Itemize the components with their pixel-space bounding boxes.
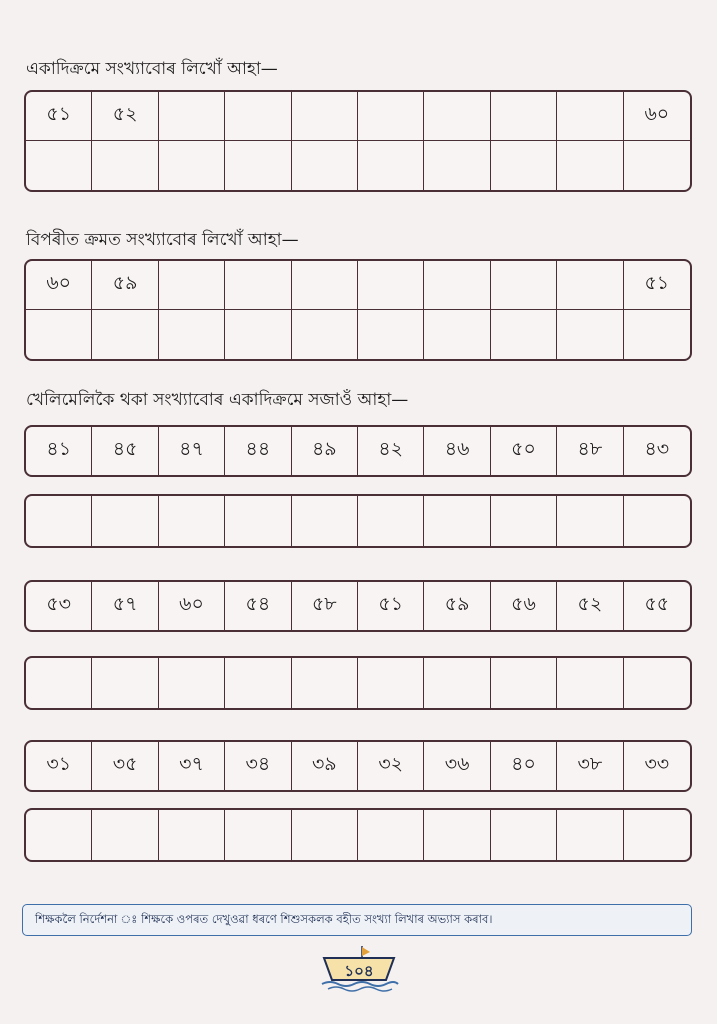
blank-cell [424, 496, 490, 546]
blank-cell [292, 658, 358, 708]
number-cell: ৬০ [26, 261, 92, 310]
number-cell: ৫৪ [225, 582, 291, 630]
blank-cell [92, 496, 158, 546]
blank-cell [557, 810, 623, 860]
blank-cell [424, 810, 490, 860]
blank-cell [292, 310, 358, 359]
blank-cell [225, 658, 291, 708]
number-cell: ৩৬ [424, 742, 490, 790]
blank-cell [624, 810, 690, 860]
number-cell: ৫৯ [92, 261, 158, 310]
number-cell: ৫০ [491, 427, 557, 475]
blank-cell [557, 261, 623, 310]
number-cell: ৩৩ [644, 753, 670, 775]
blank-cell [26, 810, 92, 860]
blank-cell [225, 810, 291, 860]
number-cell: ৩৮ [557, 742, 623, 790]
number-cell: ৫১ [358, 582, 424, 630]
blank-cell [292, 496, 358, 546]
blank-cell [358, 310, 424, 359]
jumbled-numbers-grid-2 [24, 580, 692, 632]
number-cell: ৪৫ [92, 427, 158, 475]
blank-cell [624, 658, 690, 708]
number-cell: ৪৭ [159, 427, 225, 475]
blank-cell [557, 92, 623, 141]
blank-cell [292, 92, 358, 141]
number-cell: ৪৮ [557, 427, 623, 475]
jumbled-heading: খেলিমেলিকৈ থকা সংখ্যাবোৰ একাদিক্ৰমে সজাওঁ আহা— [26, 390, 409, 410]
blank-cell [159, 810, 225, 860]
blank-cell [557, 496, 623, 546]
number-cell: ৫৫ [644, 593, 670, 615]
blank-cell [424, 261, 490, 310]
blank-cell [92, 658, 158, 708]
blank-cell [92, 141, 158, 190]
blank-cell [557, 141, 623, 190]
blank-cell [159, 310, 225, 359]
number-cell: ৫২ [92, 92, 158, 141]
teacher-note-text: শিক্ষকলৈ নিৰ্দেশনা ঃ শিক্ষকে ওপৰত দেখুওৱা ধৰণে শিশুসকলক বহীত সংখ্যা লিখাৰ অভ্যাস কৰাব। [35, 911, 493, 926]
number-cell: ৩২ [358, 742, 424, 790]
number-cell: ৪৩ [644, 438, 670, 460]
reverse-heading: বিপৰীত ক্ৰমত সংখ্যাবোৰ লিখোঁ আহা— [26, 230, 299, 250]
number-cell: ৫৮ [292, 582, 358, 630]
blank-cell [292, 141, 358, 190]
number-cell: ৬০ [159, 582, 225, 630]
jumbled-answer-grid-2 [24, 656, 692, 710]
blank-cell [358, 141, 424, 190]
blank-cell [491, 92, 557, 141]
blank-cell [424, 141, 490, 190]
blank-cell [624, 141, 690, 190]
jumbled-numbers-grid-3 [24, 740, 692, 792]
blank-cell [292, 261, 358, 310]
forward-heading: একাদিক্ৰমে সংখ্যাবোৰ লিখোঁ আহা— [26, 59, 278, 79]
number-cell: ৩৯ [292, 742, 358, 790]
blank-cell [491, 658, 557, 708]
blank-cell [225, 261, 291, 310]
number-cell: ৫৭ [92, 582, 158, 630]
blank-cell [225, 141, 291, 190]
blank-cell [358, 261, 424, 310]
blank-cell [159, 658, 225, 708]
blank-cell [624, 310, 690, 359]
blank-cell [424, 658, 490, 708]
blank-cell [26, 496, 92, 546]
blank-cell [92, 310, 158, 359]
number-cell: ৫৩ [26, 582, 92, 630]
number-cell: ৫১ [26, 92, 92, 141]
blank-cell [292, 810, 358, 860]
blank-cell [491, 496, 557, 546]
blank-cell [491, 261, 557, 310]
number-cell: ৪৬ [424, 427, 490, 475]
jumbled-answer-grid-1 [24, 494, 692, 548]
forward-sequence-grid [24, 90, 692, 192]
number-cell: ৬০ [624, 92, 690, 141]
blank-cell [26, 310, 92, 359]
blank-cell [26, 141, 92, 190]
blank-cell [358, 810, 424, 860]
page-number-badge [318, 944, 400, 994]
blank-cell [225, 310, 291, 359]
page-number: ১০৪ [344, 962, 374, 980]
number-cell: ৪৯ [292, 427, 358, 475]
blank-cell [225, 92, 291, 141]
blank-cell [358, 658, 424, 708]
blank-cell [491, 810, 557, 860]
number-cell: ৫৯ [424, 582, 490, 630]
blank-cell [358, 92, 424, 141]
blank-cell [557, 658, 623, 708]
blank-cell [159, 261, 225, 310]
number-cell: ৪১ [26, 427, 92, 475]
number-cell: ৩১ [26, 742, 92, 790]
blank-cell [424, 310, 490, 359]
number-cell: ৩৪ [225, 742, 291, 790]
reverse-sequence-grid [24, 259, 692, 361]
jumbled-answer-grid-3 [24, 808, 692, 862]
blank-cell [557, 310, 623, 359]
number-cell: ৫৬ [491, 582, 557, 630]
jumbled-numbers-grid-1 [24, 425, 692, 477]
number-cell: ৩৫ [92, 742, 158, 790]
number-cell: ৪৪ [225, 427, 291, 475]
blank-cell [424, 92, 490, 141]
blank-cell [225, 496, 291, 546]
blank-cell [159, 141, 225, 190]
blank-cell [26, 658, 92, 708]
blank-cell [92, 810, 158, 860]
blank-cell [159, 92, 225, 141]
blank-cell [358, 496, 424, 546]
blank-cell [159, 496, 225, 546]
blank-cell [491, 141, 557, 190]
blank-cell [624, 496, 690, 546]
number-cell: ৫১ [624, 261, 690, 310]
number-cell: ৪২ [358, 427, 424, 475]
blank-cell [491, 310, 557, 359]
teacher-note-box [22, 904, 692, 936]
number-cell: ৫২ [557, 582, 623, 630]
number-cell: ৪০ [491, 742, 557, 790]
number-cell: ৩৭ [159, 742, 225, 790]
